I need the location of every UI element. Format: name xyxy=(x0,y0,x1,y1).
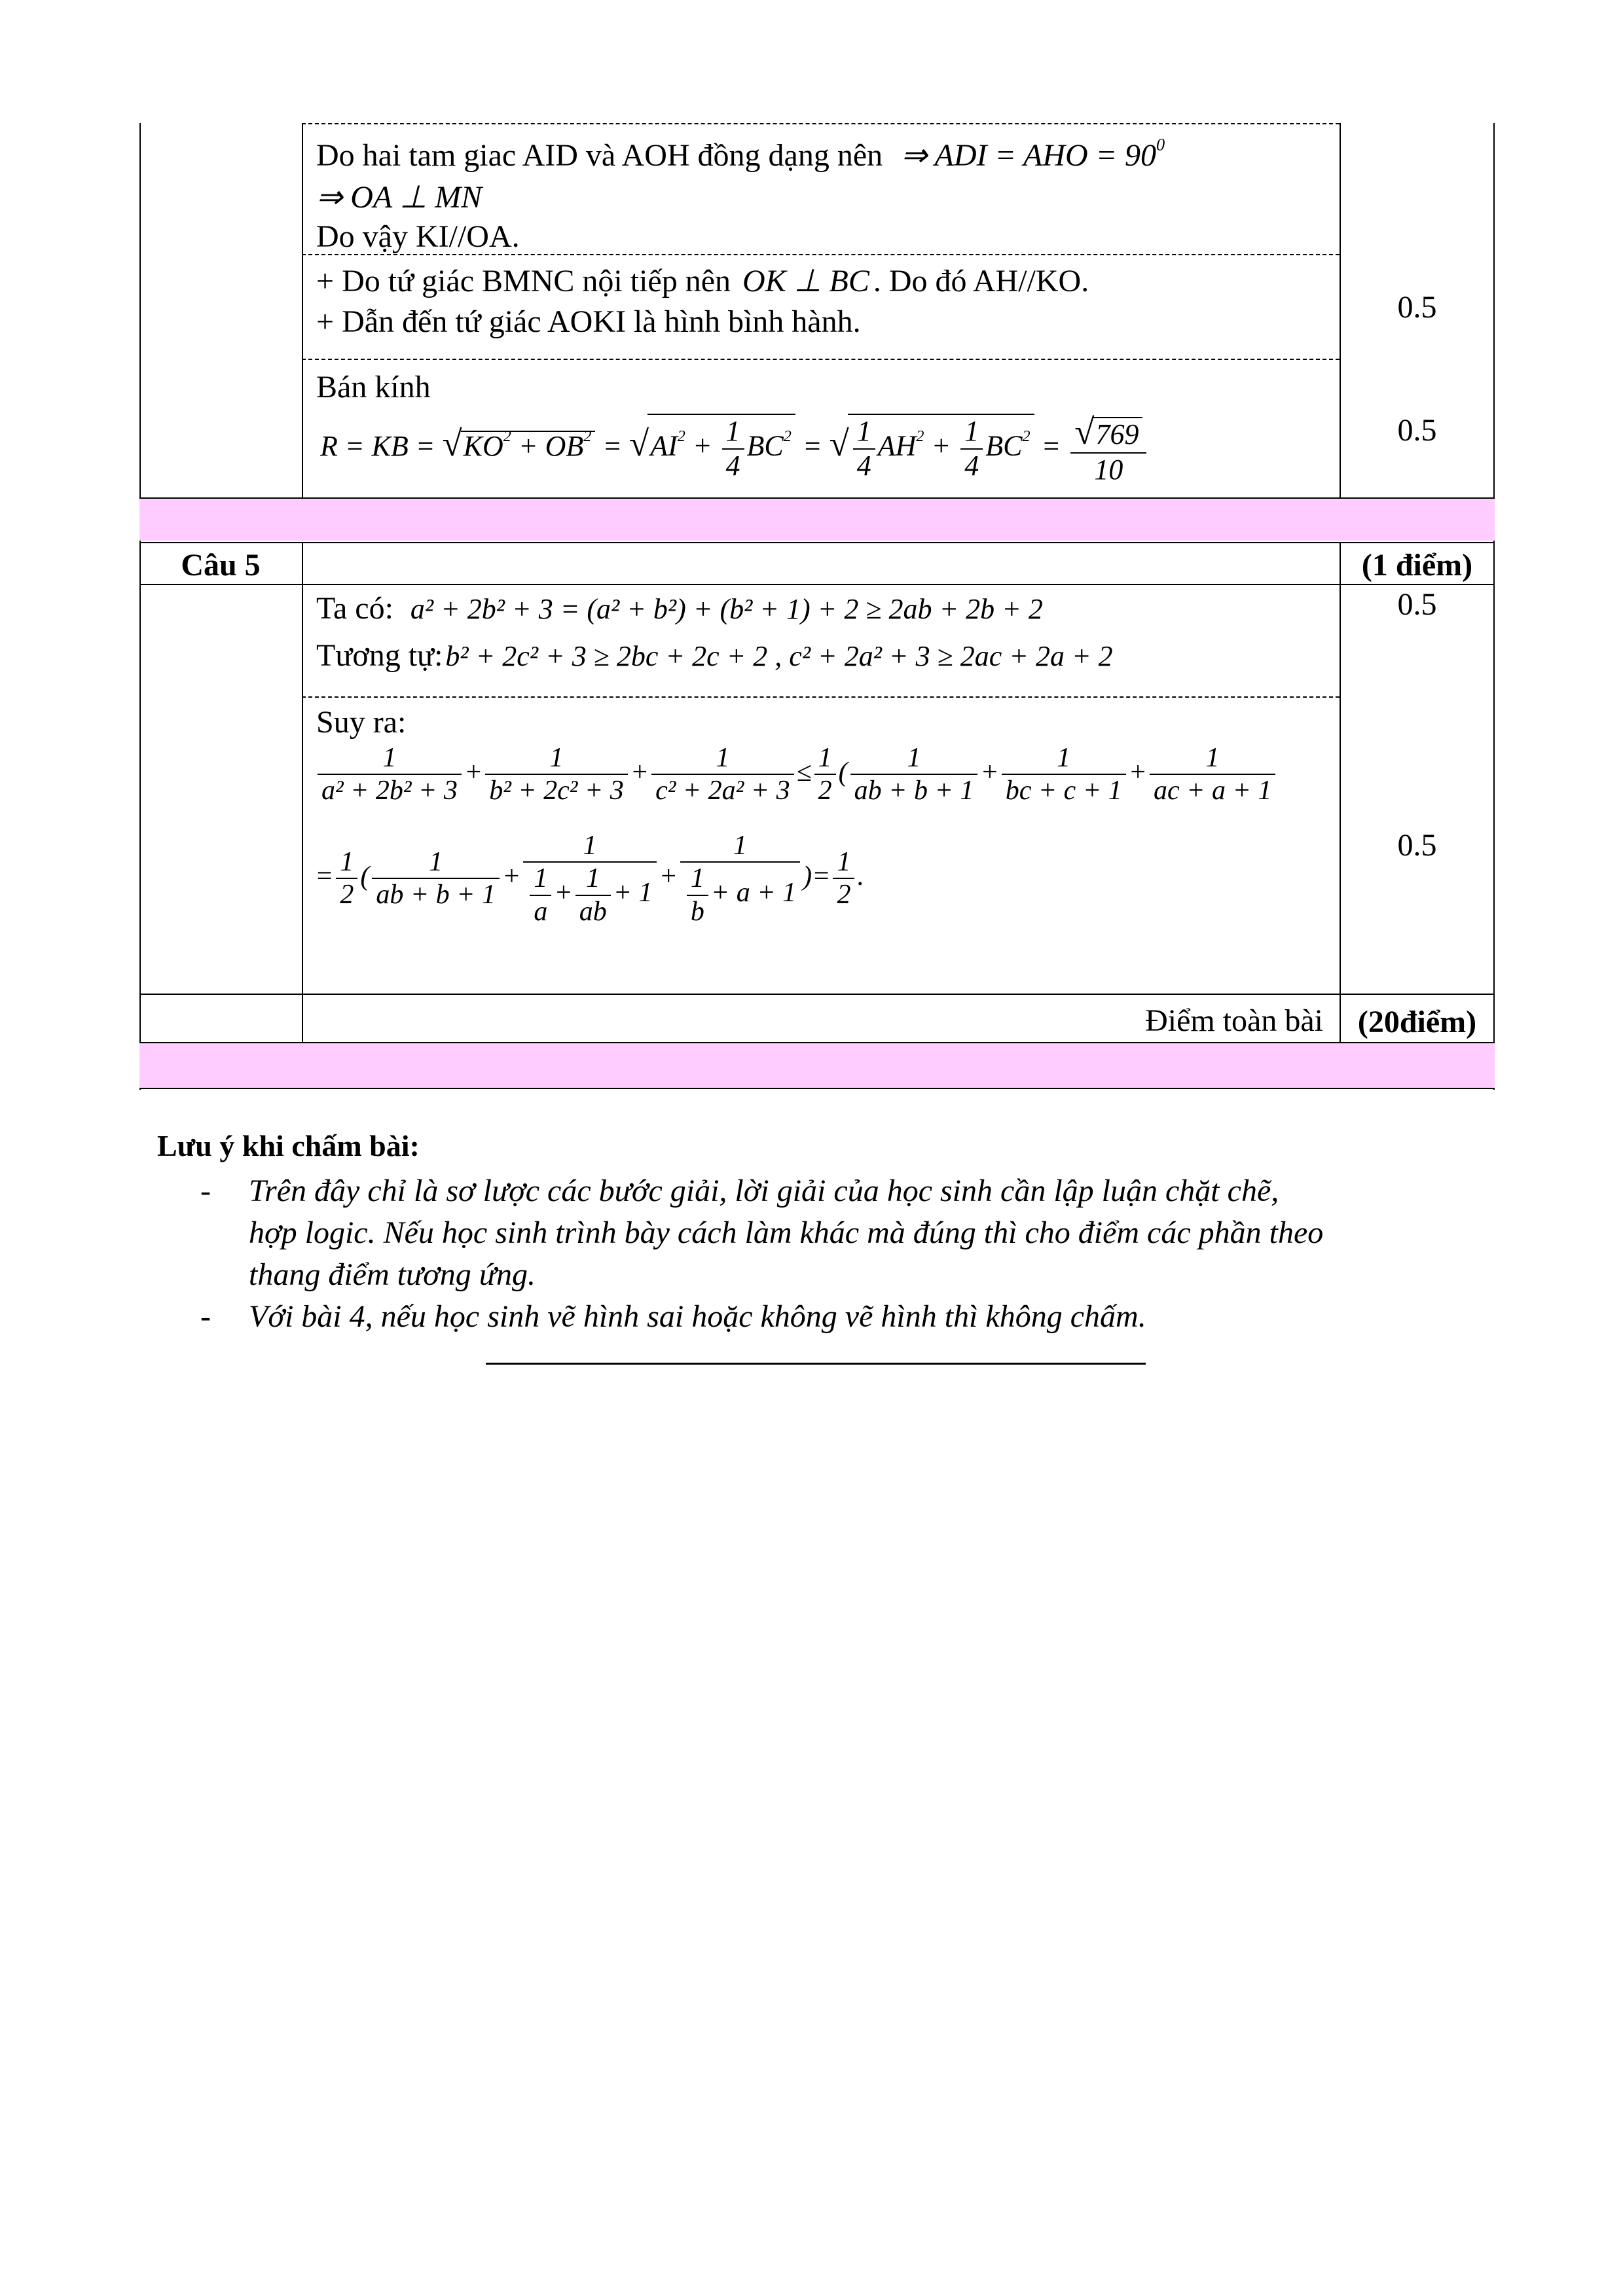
notes-bullet-1: - xyxy=(200,1174,211,1208)
total-points: (20điểm) xyxy=(1357,1005,1477,1039)
notes-item1-line1: Trên đây chỉ là sơ lược các bước giải, lời giải của học sinh cần lập luận chặt chẽ, xyxy=(249,1174,1279,1208)
notes-item1-line2: hợp logic. Nếu học sinh trình bày cách làm khác mà đúng thì cho điểm các phần theo xyxy=(249,1215,1324,1250)
row3-radius-formula: R = KB = $√KO^2 + OB^2 = √AI^2$ + $\frac{1}{4}$ $BC^2$ = √ $\frac{1}{4}$ $AH^2$ + $\frac{1}{4}$ $BC^2$ = $\frac{√769}{10}$ xyxy=(320,411,1149,487)
top-dashed-line xyxy=(302,123,1340,124)
row2-line2: + Dẫn đến tứ giác AOKI là hình bình hành. xyxy=(316,304,861,339)
cau5-label: Câu 5 xyxy=(181,548,261,583)
row4-line1: Ta có: a² + 2b² + 3 = (a² + b²) + (b² + 1) + 2 ≥ 2ab + 2b + 2 xyxy=(316,591,1043,626)
row-separator-dashed-2 xyxy=(302,359,1340,360)
notes-item1-line3: thang điểm tương ứng. xyxy=(249,1257,536,1292)
row-separator-dashed-3 xyxy=(302,696,1340,698)
notes-bullet-2: - xyxy=(200,1299,211,1334)
grading-table xyxy=(139,123,1495,1090)
row1-line3: Do vậy KI//OA. xyxy=(316,219,520,254)
row2-line1: + Do tứ giác BMNC nội tiếp nên OK ⊥ BC . Do đó AH//KO. xyxy=(316,264,1089,298)
pink-band-1 xyxy=(139,499,1495,541)
total-label: Điểm toàn bài xyxy=(1145,1003,1323,1038)
table-border-left xyxy=(139,123,141,1090)
col-divider-1a xyxy=(302,123,303,497)
row-separator-dashed-1 xyxy=(302,254,1340,255)
col-divider-1b xyxy=(302,543,303,1043)
end-rule xyxy=(486,1363,1146,1365)
notes-title: Lưu ý khi chấm bài: xyxy=(157,1129,420,1162)
row4-score: 0.5 xyxy=(1397,587,1437,622)
row4-line2: Tương tự:b² + 2c² + 3 ≥ 2bc + 2c + 2 , c² + 2a² + 3 ≥ 2ac + 2a + 2 xyxy=(316,638,1113,673)
row-separator-solid-4 xyxy=(139,994,1495,995)
row5-score: 0.5 xyxy=(1397,828,1437,863)
row3-label: Bán kính xyxy=(316,370,431,404)
cau5-points: (1 điểm) xyxy=(1361,548,1473,583)
table-border-bottom xyxy=(139,1088,1495,1089)
row-separator-solid-3 xyxy=(139,584,1495,585)
notes-item2: Với bài 4, nếu học sinh vẽ hình sai hoặc không vẽ hình thì không chấm. xyxy=(249,1299,1146,1334)
row1-line1: Do hai tam giac AID và AOH đồng dạng nên ⇒ ADI = AHO = $90^0$ xyxy=(316,134,1165,173)
row1-line2: ⇒ OA ⊥ MN xyxy=(316,180,483,215)
row5-inequality-line2: = $\frac{1}{2}$ ( $\frac{1}{ab + b + 1}$ + 1 $\frac{1}{a}$ + $\frac{1}{ab}$ + 1 + 1 $\frac{1}{b}$ + a + 1 )= $\frac{1}{2}$ . xyxy=(315,831,864,927)
pink-band-2 xyxy=(139,1043,1495,1088)
row5-label: Suy ra: xyxy=(316,705,407,740)
row-separator-solid-2 xyxy=(139,542,1495,543)
row3-score: 0.5 xyxy=(1397,413,1437,448)
row5-inequality-line1: $\frac{1}{\text{a² + 2b² + 3}}$ + $\frac{1}{\text{b² + 2c² + 3}}$ + $\frac{1}{\text{c² + 2a² + 3}}$ ≤ $\frac{1}{2}$ ( $\frac{1}{ab + b + 1}$ + $\frac{1}{bc + c + 1}$ + $\frac{1}{ac + a + 1}$ xyxy=(315,742,1278,807)
row2-score: 0.5 xyxy=(1397,290,1437,325)
